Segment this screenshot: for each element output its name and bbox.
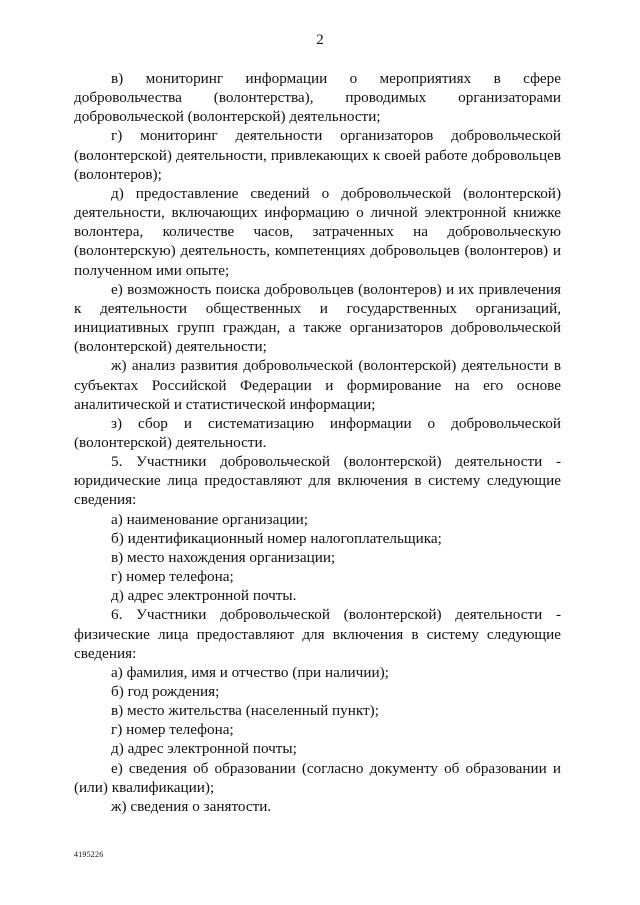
- list-item-phone-person: г) номер телефона;: [111, 721, 234, 739]
- document-body: [74, 69, 561, 816]
- list-item-email-person: д) адрес электронной почты;: [111, 740, 297, 758]
- list-item-email-org: д) адрес электронной почты.: [111, 587, 297, 605]
- paragraph-item-g: г) мониторинг деятельности организаторов добровольческой (волонтерской) деятельности, привлекающих к своей работе добровольцев (волонтеров);: [74, 127, 561, 183]
- paragraph-section-5: 5. Участники добровольческой (волонтерской) деятельности - юридические лица предоставляют для включения в систему следующие сведения:: [74, 453, 561, 509]
- list-item-birth-year: б) год рождения;: [111, 683, 220, 700]
- list-item-tax-id: б) идентификационный номер налогоплательщика;: [111, 529, 442, 547]
- paragraph-item-d: д) предоставление сведений о добровольческой (волонтерской) деятельности, включающих информацию о личной электронной книжке волонтера, количестве часов, затраченных на добровольческую (волонтерскую) деятельность, компетенциях добровольцев (волонтеров) и полученном ими опыте;: [74, 184, 561, 279]
- list-item-employment: ж) сведения о занятости.: [111, 797, 272, 815]
- paragraph-item-z: з) сбор и систематизацию информации о добровольческой (волонтерской) деятельности.: [74, 414, 561, 451]
- page-number: 2: [316, 32, 324, 48]
- paragraph-section-6: 6. Участники добровольческой (волонтерской) деятельности - физические лица предоставляют для включения в систему следующие сведения:: [74, 606, 561, 662]
- list-item-residence: в) место жительства (населенный пункт);: [111, 702, 379, 720]
- list-item-org-location: в) место нахождения организации;: [111, 548, 336, 566]
- document-code: 4195226: [74, 850, 104, 859]
- list-item-full-name: а) фамилия, имя и отчество (при наличии);: [111, 663, 389, 681]
- list-item-education: е) сведения об образовании (согласно документу об образовании и (или) квалификации);: [74, 759, 561, 796]
- paragraph-item-zh: ж) анализ развития добровольческой (волонтерской) деятельности в субъектах Российской Федерации и формирование на его основе аналитической и статистической информации;: [74, 357, 561, 413]
- list-item-org-name: а) наименование организации;: [111, 510, 308, 528]
- paragraph-item-e: е) возможность поиска добровольцев (волонтеров) и их привлечения к деятельности общественных и государственных организаций, инициативных групп граждан, а также организаторов добровольческой (волонтерской) деятельности;: [74, 280, 561, 356]
- list-item-phone-org: г) номер телефона;: [111, 568, 234, 586]
- paragraph-item-v: в) мониторинг информации о мероприятиях в сфере добровольчества (волонтерства), проводимых организаторами добровольческой (волонтерской) деятельности;: [74, 70, 561, 126]
